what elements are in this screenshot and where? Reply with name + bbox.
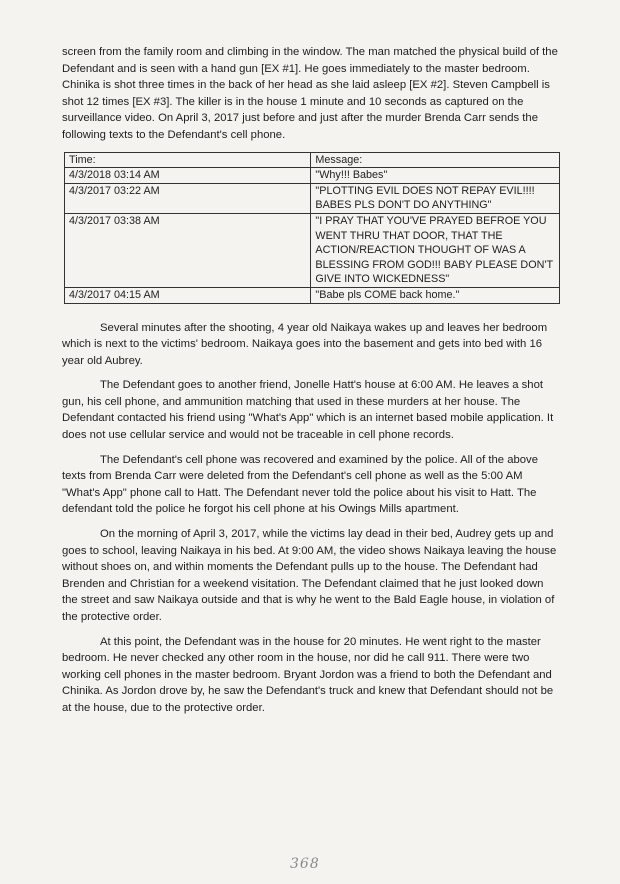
row-message: "PLOTTING EVIL DOES NOT REPAY EVIL!!!! BABES PLS DON'T DO ANYTHING" <box>311 183 560 213</box>
header-message: Message: <box>311 152 560 168</box>
table-row <box>65 287 560 303</box>
row-message: "Babe pls COME back home." <box>311 287 560 303</box>
row-time: 4/3/2017 03:22 AM <box>65 183 311 213</box>
document-page <box>62 44 562 725</box>
table-row <box>65 168 560 184</box>
paragraph-surveillance-video: screen from the family room and climbing in the window. The man matched the physical build of the Defendant and is seen with a hand gun [EX #1]. He goes immediately to the master bedroom. Chinika is shot three times in the back of her head as she laid asleep [EX #2]. Steven Campbell is shot 12 times [EX #3]. The killer is in the house 1 minute and 10 seconds as captured on the surveillance video. On April 3, 2017 just before and just after the murder Brenda Carr sends the following texts to the Defendant's cell phone. <box>62 46 558 141</box>
paragraph-morning: On the morning of April 3, 2017, while the victims lay dead in their bed, Audrey gets up and goes to school, leaving Naikaya in his bed. At 9:00 AM, the video shows Naikaya leaving the house without shoes on, and within moments the Defendant pulls up to the house. The Defendant had Brenden and Christian for a weekend visitation. The Defendant claimed that he just looked down the street and saw Naikaya outside and that is why he went to the Bald Eagle house, in violation of the protective order. <box>62 528 557 623</box>
paragraph-hatt-visit: The Defendant goes to another friend, Jonelle Hatt's house at 6:00 AM. He leaves a shot gun, his cell phone, and ammunition matching that used in these murders at her house. The Defendant contacted his friend using "What's App" which is an internet based mobile application. It does not use cellular service and would not be traceable in cell phone records. <box>62 379 554 442</box>
page-number: 368 <box>290 856 320 872</box>
text-messages-table <box>64 152 560 304</box>
paragraph-cell-phone: The Defendant's cell phone was recovered and examined by the police. All of the above texts from Brenda Carr were deleted from the Defendant's cell phone as well as the 5:00 AM "What's App" phone call to Hatt. The Defendant never told the police about his visit to Hatt. The defendant told the police he forgot his cell phone at his Owings Mills apartment. <box>62 453 538 516</box>
row-message: "Why!!! Babes" <box>311 168 560 184</box>
row-message: "I PRAY THAT YOU'VE PRAYED BEFROE YOU WENT THRU THAT DOOR, THAT THE ACTION/REACTION THOUGHT OF WAS A BLESSING FROM GOD!!! BABY PLEASE DON'T GIVE INTO WICKEDNESS" <box>311 213 560 287</box>
row-time: 4/3/2017 04:15 AM <box>65 287 311 303</box>
row-time: 4/3/2018 03:14 AM <box>65 168 311 184</box>
paragraph-naikaya-wakes: Several minutes after the shooting, 4 year old Naikaya wakes up and leaves her bedroom which is next to the victims' bedroom. Naikaya goes into the basement and gets into bed with 16 year old Aubrey. <box>62 321 548 367</box>
table-row <box>65 213 560 287</box>
table-header-row <box>65 152 560 168</box>
row-time: 4/3/2017 03:38 AM <box>65 213 311 287</box>
table-row <box>65 183 560 213</box>
paragraph-in-house: At this point, the Defendant was in the house for 20 minutes. He went right to the master bedroom. He never checked any other room in the house, nor did he call 911. There were two working cell phones in the master bedroom. Bryant Jordon was a friend to both the Defendant and Chinika. As Jordon drove by, he saw the Defendant's truck and knew that Defendant should not be at the house, due to the protective order. <box>62 635 554 714</box>
header-time: Time: <box>65 152 311 168</box>
